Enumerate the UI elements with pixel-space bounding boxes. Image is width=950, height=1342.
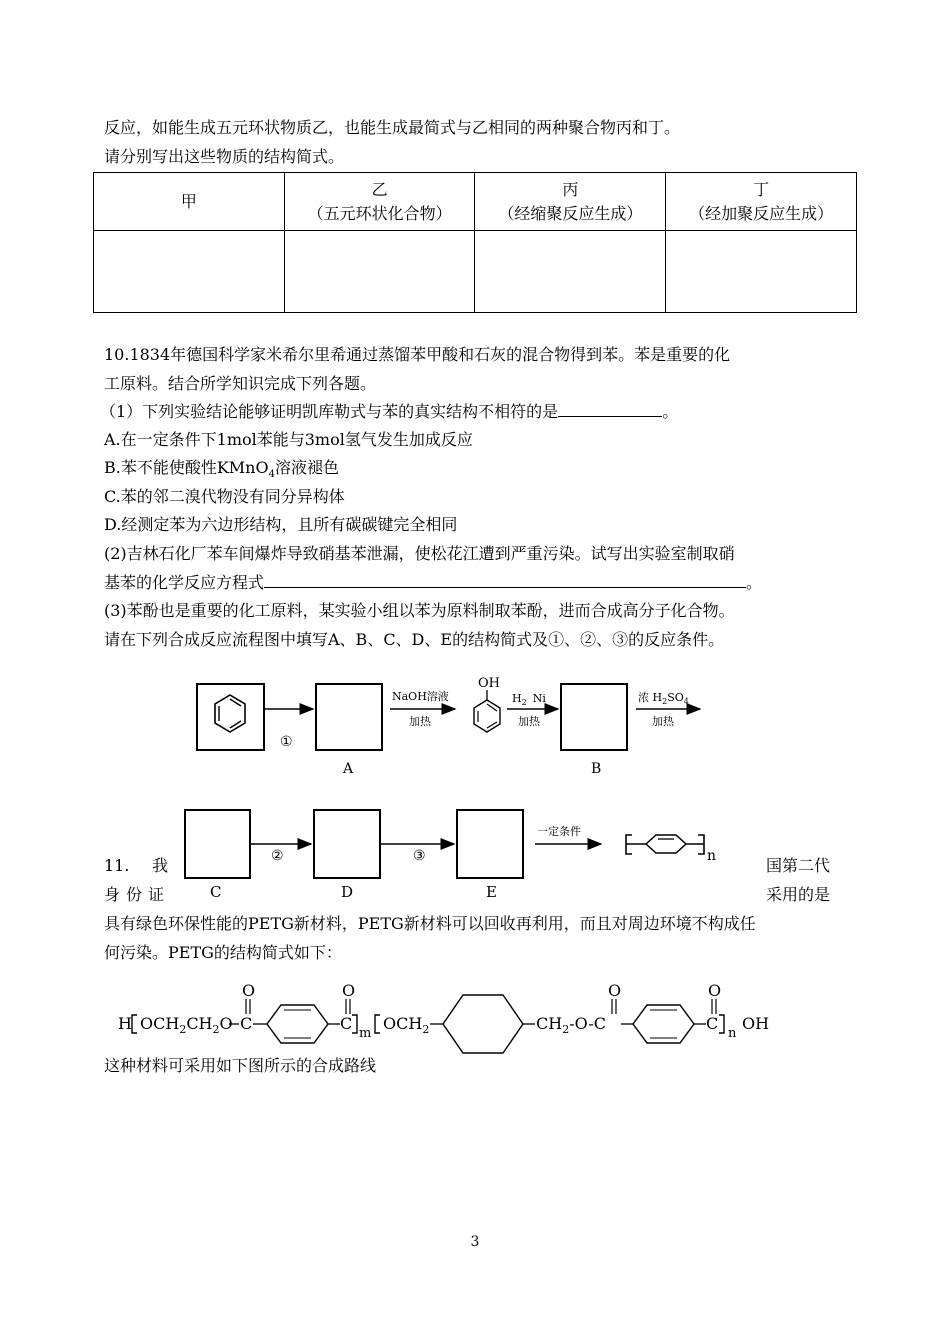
label-a: A [343, 761, 354, 777]
label-b: B [591, 761, 602, 777]
q9-line1: 反应，如能生成五元环状物质乙，也能生成最简式与乙相同的两种聚合物丙和丁。 [104, 118, 681, 137]
petg-och2-2: $OCH_2$ [383, 1014, 430, 1036]
petg-oh: OH [742, 1014, 770, 1033]
q11-word1: 我 [152, 856, 169, 875]
header-yi-note: （五元环状化合物） [307, 203, 452, 223]
petg-och2: $OCH_2CH_2O$ [140, 1014, 233, 1036]
answer-cell-ding[interactable] [666, 231, 857, 313]
heat-label-1: 加热 [409, 715, 431, 728]
petg-o1: O [242, 981, 256, 1000]
box-a[interactable] [316, 684, 382, 750]
heat-label-3: 加热 [652, 715, 674, 728]
option-b-pre: B.苯不能使酸性KMnO [104, 458, 269, 477]
q10-part2-text: 基苯的化学反应方程式 [104, 573, 265, 592]
option-d: D.经测定苯为六边形结构，且所有碳碳键完全相同 [104, 515, 458, 534]
q9-line2: 请分别写出这些物质的结构简式。 [104, 147, 345, 166]
header-ding-label: 丁 [753, 179, 770, 199]
option-c: C.苯的邻二溴代物没有同分异构体 [104, 487, 345, 506]
answer-blank-2[interactable] [264, 573, 746, 588]
oh-label: OH [478, 676, 500, 691]
label-c: C [210, 885, 222, 897]
petg-formula [0, 975, 950, 1050]
flow-row1 [0, 660, 950, 800]
answer-blank-1[interactable] [558, 402, 662, 417]
petg-n: n [728, 1026, 737, 1041]
q11-word3: 身份证 [104, 885, 171, 904]
page-number: 3 [470, 1234, 480, 1250]
answer-cell-jia[interactable] [94, 231, 285, 313]
conc-h2so4-label: 浓 $H_2SO_4$ [638, 691, 689, 706]
polymer-n: n [707, 848, 717, 864]
q10-part1-text: （1）下列实验结论能够证明凯库勒式与苯的真实结构不相符的是 [100, 402, 559, 421]
answer-cell-yi[interactable] [284, 231, 475, 313]
q10-intro2: 工原料。结合所学知识完成下列各题。 [104, 374, 377, 393]
q10-intro1: 10.1834年德国科学家米希尔里希通过蒸馏苯甲酸和石灰的混合物得到苯。苯是重要的化 [104, 345, 731, 364]
option-b-sub: 4 [268, 469, 275, 481]
header-bing-note: （经缩聚反应生成） [498, 203, 643, 223]
q10-part3-line2: 请在下列合成反应流程图中填写A、B、C、D、E的结构简式及①、②、③的反应条件。 [104, 630, 725, 649]
petg-o2: O [342, 981, 356, 1000]
label-e: E [486, 885, 497, 897]
option-b [104, 458, 339, 485]
q10-part2-end: 。 [746, 573, 763, 592]
q10-part1 [100, 402, 678, 422]
polymer-structure [626, 835, 716, 864]
answer-cell-bing[interactable] [475, 231, 666, 313]
box-e[interactable] [457, 810, 523, 878]
option-b-post: 溶液褪色 [274, 458, 339, 477]
q10-part2-line2 [104, 573, 762, 593]
heat-label-2: 加热 [518, 715, 540, 728]
box-b[interactable] [561, 684, 627, 750]
header-jia-label: 甲 [180, 191, 197, 211]
box-c[interactable] [185, 810, 250, 878]
q11-word2: 国第二代 [766, 856, 831, 875]
header-jia [94, 173, 285, 231]
answer-table [93, 172, 857, 313]
petg-ch2o: $CH_2-O-C$ [536, 1014, 606, 1036]
q11-line3: 具有绿色环保性能的PETG新材料，PETG新材料可以回收再利用，而且对周边环境不构成任 [104, 914, 756, 933]
petg-c2: C [340, 1014, 353, 1033]
step-1-label: ① [280, 734, 293, 750]
header-ding-note: （经加聚反应生成） [689, 203, 834, 223]
petg-c1: C [240, 1014, 253, 1033]
header-yi [284, 173, 475, 231]
box-d[interactable] [314, 810, 380, 878]
q11-line5: 这种材料可采用如下图所示的合成路线 [104, 1056, 377, 1075]
q10-part3-line1: (3)苯酚也是重要的化工原料，某实验小组以苯为原料制取苯酚，进而合成高分子化合物。 [104, 601, 735, 620]
q11-num: 11. [104, 856, 130, 875]
q11-line4: 何污染。PETG的结构简式如下： [104, 943, 342, 962]
header-ding [666, 173, 857, 231]
q10-part2-line1: (2)吉林石化厂苯车间爆炸导致硝基苯泄漏，使松花江遭到严重污染。试写出实验室制取硝 [104, 544, 735, 563]
step-3-label: ③ [413, 848, 426, 864]
benzene-box [197, 684, 264, 750]
h2-ni-label: $H_2$ Ni [512, 692, 546, 707]
q10-part1-end: 。 [662, 402, 679, 421]
header-bing-label: 丙 [562, 179, 579, 199]
petg-h: H [118, 1014, 132, 1033]
option-a: A.在一定条件下1mol苯能与3mol氢气发生加成反应 [104, 430, 473, 449]
petg-o3: O [608, 981, 622, 1000]
condition-label: 一定条件 [537, 825, 581, 838]
label-d: D [341, 885, 354, 897]
petg-o4: O [708, 981, 722, 1000]
petg-m: m [359, 1026, 372, 1041]
header-yi-label: 乙 [371, 179, 388, 199]
header-bing [475, 173, 666, 231]
step-2-label: ② [271, 848, 284, 864]
phenol-structure [474, 676, 500, 732]
petg-c3: C [706, 1014, 719, 1033]
q11-word4: 采用的是 [766, 885, 831, 904]
naoh-label: NaOH溶液 [392, 690, 449, 703]
